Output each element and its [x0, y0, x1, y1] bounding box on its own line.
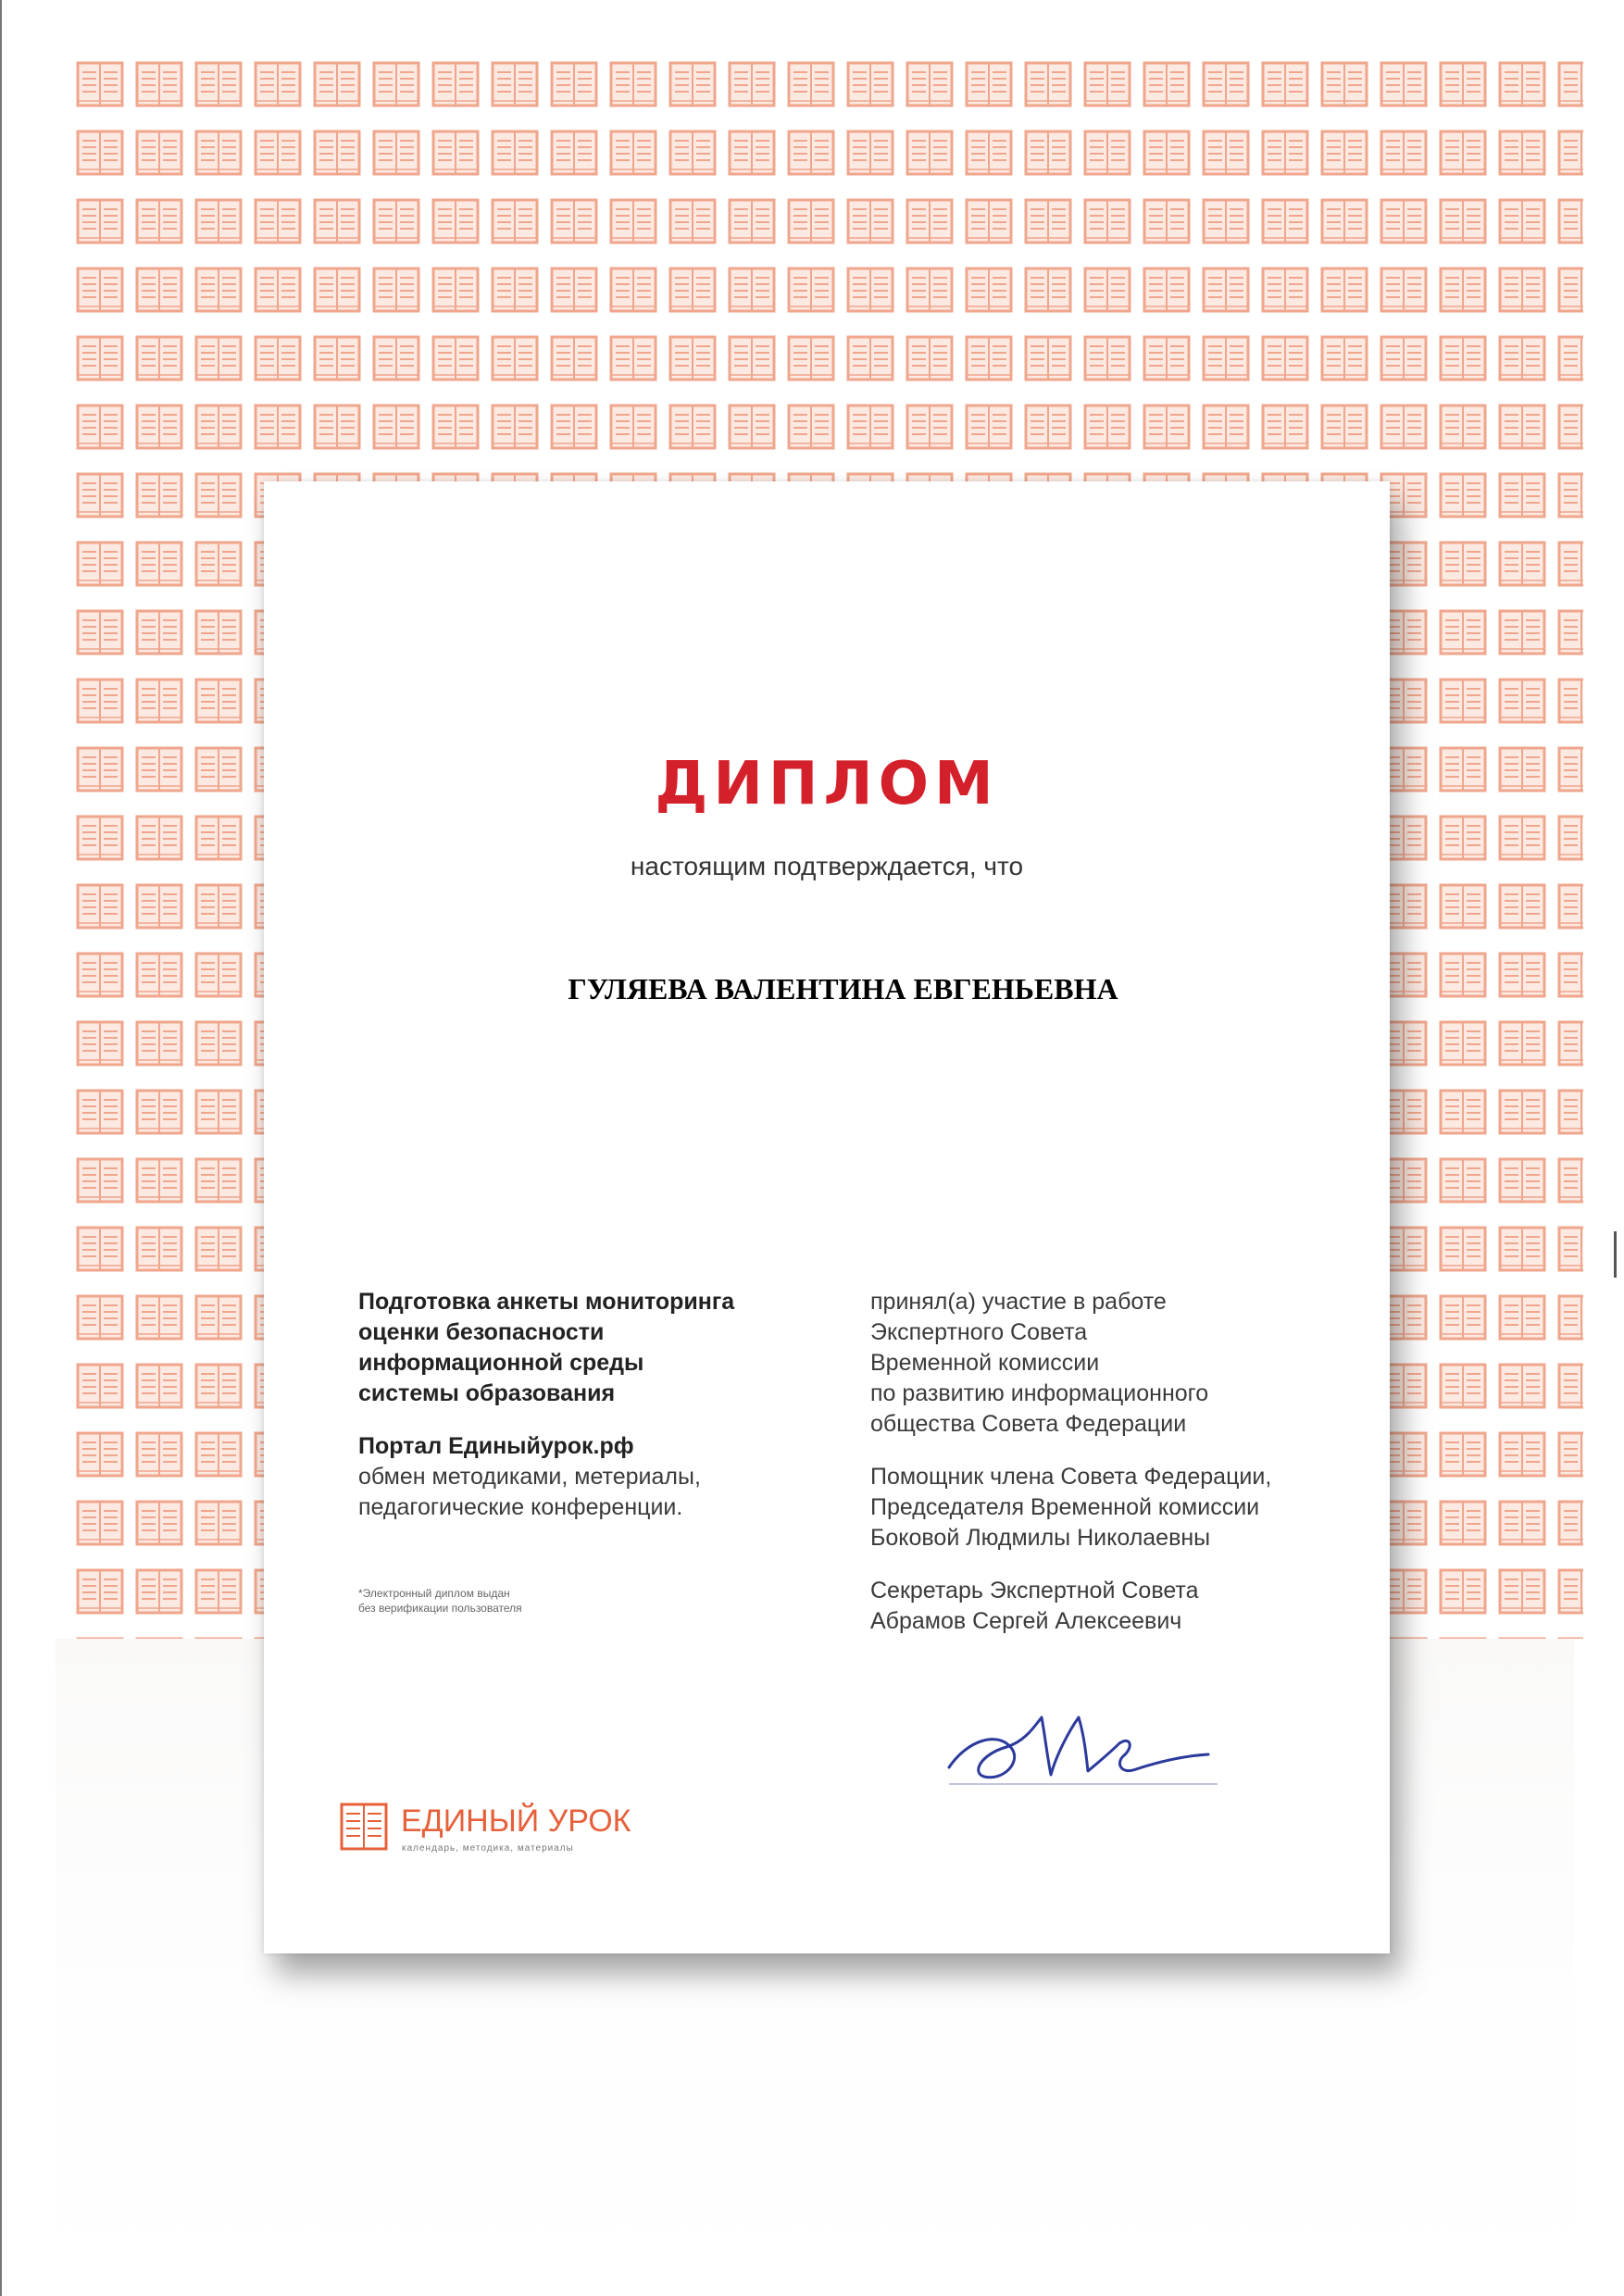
footnote-line: без верификации пользователя	[358, 1602, 522, 1615]
portal-line: педагогические конференции.	[358, 1494, 683, 1520]
project-line: системы образования	[358, 1380, 616, 1406]
diploma-sheet	[264, 481, 1390, 1953]
portal-title: Портал Единыйурок.рф	[358, 1433, 634, 1459]
recipient-name: ГУЛЯЕВА ВАЛЕНТИНА ЕВГЕНЬЕВНА	[568, 972, 1118, 1005]
diploma-title: ДИПЛОМ	[655, 750, 999, 818]
portal-line: обмен методиками, метериалы,	[358, 1464, 701, 1490]
secretary-line: Секретарь Экспертной Совета	[870, 1578, 1199, 1603]
assistant-line: Помощник члена Совета Федерации,	[870, 1464, 1272, 1490]
participation-line: по развитию информационного	[870, 1380, 1209, 1406]
diploma-subtitle: настоящим подтверждается, что	[630, 852, 1024, 880]
assistant-line: Боковой Людмилы Николаевны	[870, 1525, 1211, 1551]
logo	[340, 1803, 729, 1867]
right-edge-mark	[1614, 1231, 1617, 1278]
book-icon	[340, 1803, 388, 1851]
project-line: информационной среды	[358, 1350, 644, 1376]
logo-name: ЕДИНЫЙ УРОК	[401, 1803, 631, 1839]
signature	[940, 1690, 1227, 1791]
participation-line: общества Совета Федерации	[870, 1411, 1187, 1437]
assistant-line: Председателя Временной комиссии	[870, 1494, 1260, 1520]
project-line: оценки безопасности	[358, 1319, 605, 1345]
left-border-line	[0, 0, 2, 2296]
participation-line: Экспертного Совета	[870, 1319, 1088, 1345]
footnote-line: *Электронный диплом выдан	[358, 1587, 510, 1600]
right-column	[870, 1287, 1352, 1637]
participation-line: Временной комиссии	[870, 1350, 1100, 1376]
secretary-line: Абрамов Сергей Алексеевич	[870, 1608, 1182, 1634]
left-column	[358, 1287, 840, 1523]
participation-line: принял(а) участие в работе	[870, 1289, 1167, 1315]
footnote	[358, 1586, 692, 1616]
project-line: Подготовка анкеты мониторинга	[358, 1289, 735, 1315]
logo-tagline: календарь, методика, материалы	[402, 1843, 574, 1853]
